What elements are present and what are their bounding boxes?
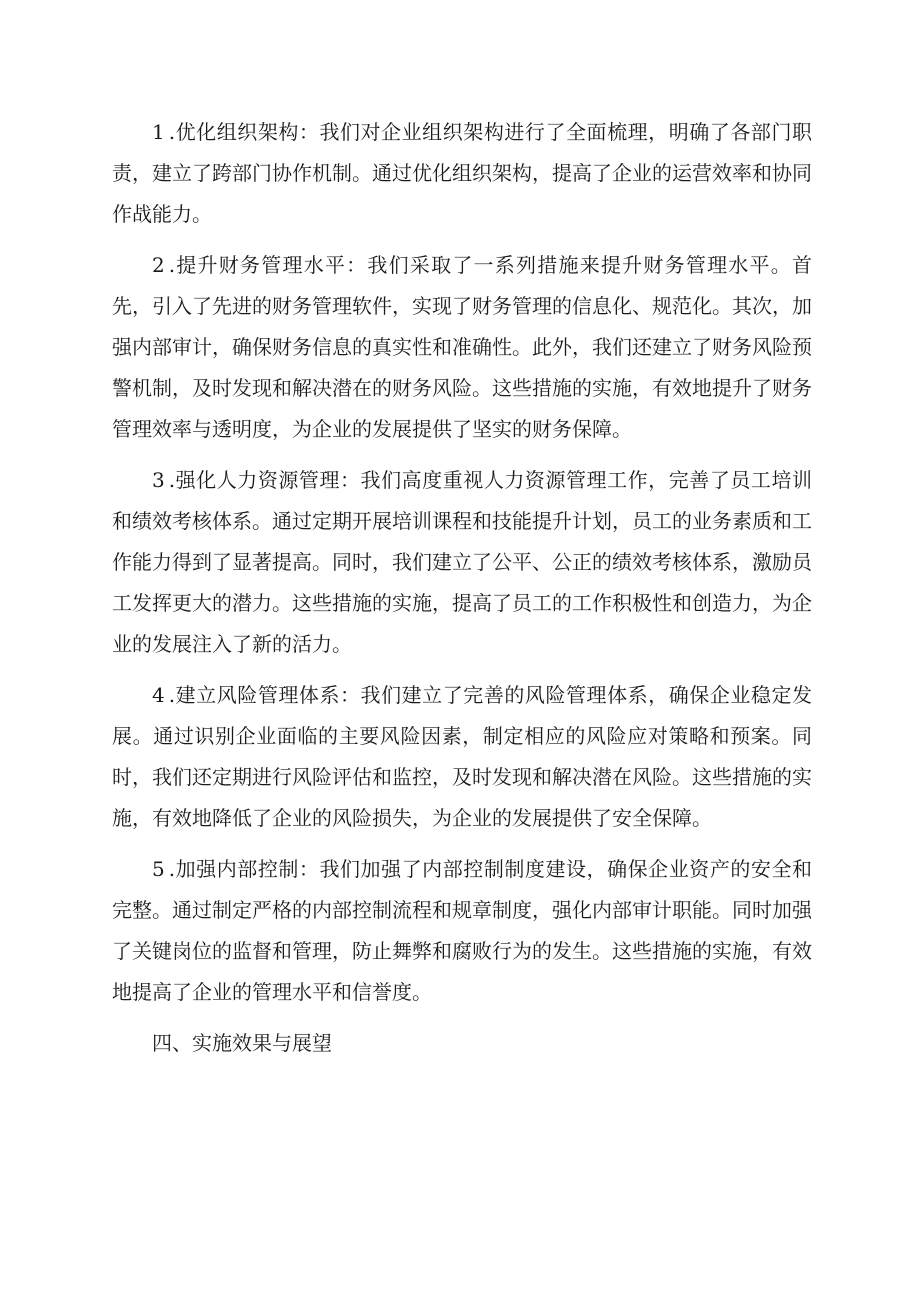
paragraph-4 [112,675,812,839]
paragraph-text: .加强内部控制：我们加强了内部控制制度建设，确保企业资产的安全和完整。通过制定严格的内部控制流程和规章制度，强化内部审计职能。同时加强了关键岗位的监督和管理，防止舞弊和腐败行为的发生。这些措施的实施，有效地提高了企业的管理水平和信誉度。 [112,857,812,1004]
document-body [112,112,812,1064]
paragraph-5 [112,849,812,1013]
paragraph-text: .强化人力资源管理：我们高度重视人力资源管理工作，完善了员工培训和绩效考核体系。通过定期开展培训课程和技能提升计划，员工的业务素质和工作能力得到了显著提高。同时，我们建立了公平、公正的绩效考核体系，激励员工发挥更大的潜力。这些措施的实施，提高了员工的工作积极性和创造力，为企业的发展注入了新的活力。 [112,468,812,656]
paragraph-text: .提升财务管理水平：我们采取了一系列措施来提升财务管理水平。首先，引入了先进的财务管理软件，实现了财务管理的信息化、规范化。其次，加强内部审计，确保财务信息的真实性和准确性。此外，我们还建立了财务风险预警机制，及时发现和解决潜在的财务风险。这些措施的实施，有效地提升了财务管理效率与透明度，为企业的发展提供了坚实的财务保障。 [112,253,812,441]
paragraph-3 [112,460,812,665]
paragraph-2 [112,245,812,450]
paragraph-number: 2 [152,253,165,277]
paragraph-number: 1 [152,120,165,144]
paragraph-number: 5 [152,857,165,881]
paragraph-number: 3 [152,468,165,492]
paragraph-number: 4 [152,683,165,707]
paragraph-text: .建立风险管理体系：我们建立了完善的风险管理体系，确保企业稳定发展。通过识别企业面临的主要风险因素，制定相应的风险应对策略和预案。同时，我们还定期进行风险评估和监控，及时发现和解决潜在风险。这些措施的实施，有效地降低了企业的风险损失，为企业的发展提供了安全保障。 [112,683,812,830]
paragraph-1 [112,112,812,235]
section-heading: 四、实施效果与展望 [152,1031,332,1055]
paragraph-text: .优化组织架构：我们对企业组织架构进行了全面梳理，明确了各部门职责，建立了跨部门协作机制。通过优化组织架构，提高了企业的运营效率和协同作战能力。 [112,120,812,226]
